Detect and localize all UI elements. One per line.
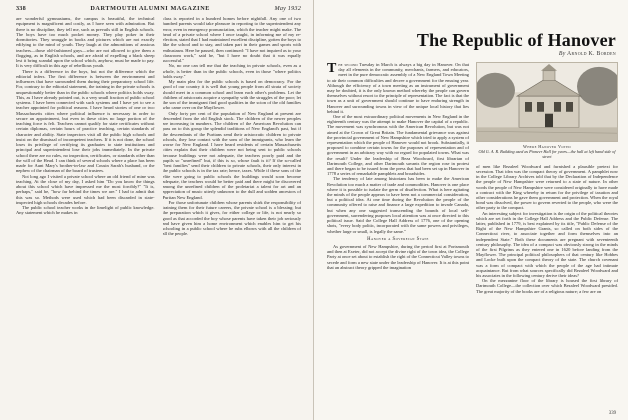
paragraph: As government of New Hampshire, during the period first at Portsmouth and then at Exeter, did not accept the divine right of the town idea, the College Party at once set about to establish the right of the Connecticut Valley towns to secede and form a new state under the leadership of Hanover. It is at this point that an abstract theory gripped the imagination bbox=[327, 243, 469, 270]
photo-caption bbox=[476, 145, 618, 160]
right-column-1 bbox=[327, 62, 469, 406]
byline-prefix: By bbox=[558, 51, 566, 57]
byline bbox=[332, 51, 616, 57]
caption-title: Where Hanover Voted bbox=[523, 144, 571, 149]
opening-paragraph bbox=[327, 62, 469, 114]
paragraph: On the mezzanine floor of the library is housed the first library of Dartmouth College—the collection over which Bezaleel Woodward presided. The great majority of the books are of a religious nature; a few are on bbox=[476, 278, 618, 294]
left-columns bbox=[16, 16, 301, 406]
paragraph-text: Tuesday in March is always a big day in Hanover. On that day all elements in the community, merchants, farmers, and educators, meet in the pure democratic assembly of a New England Town Meeting to air their common difficulties and decree a government for the ensuing year. Although the efficiency of a town meeting as an instrument of government may be doubted, it is the only known method whereby the people can govern themselves without resort to the principle of representation. The fact is that the town as a unit of government should continue to have enduring strength in Hanover and surrounding towns in view of the unique local history that lies behind it. bbox=[327, 62, 469, 114]
paragraph: class is reported in a hundred homes before nightfall. Any one of two hundred parents would take pleasure in reporting to the superintendent any error, even in emergency pronunciation, which the teacher might make. The head of a private school where I once taught, in informing me of my re-election, stated that I had maintained excellent discipline, gotten the boys to like the school and to stay, and taken part in their games and sports with enthusiasm. Here he paused, then continued: "I have not inquired as to your classroom work," said he, "but I have no doubt that it was equally successful." bbox=[162, 16, 301, 63]
article-title: The Republic of Hanover bbox=[416, 30, 616, 50]
photo-illustration bbox=[477, 63, 617, 141]
paragraph: Not long ago I visited a private school where an old friend of mine was teaching. At the close of my day, I asked him "Do you know the things about this school which have impressed me the most forcibly?" "It is, perhaps," said he, "how far behind the times we are." I had to admit that this was so. Methods were used which had been discarded in state-inspected high schools decades before. bbox=[16, 173, 155, 205]
left-column-1 bbox=[16, 16, 155, 406]
left-column-2 bbox=[163, 16, 302, 406]
right-page bbox=[314, 0, 628, 420]
paragraph: One of the most extraordinary political movements in New England in the eighteenth century was the attempt to make Hanover the capital of a republic. The movement was synchronous with the American Revolution, but was not aimed at the Crown of Great Britain. The fundamental grievance was against the provincial government of New Hampshire which tried to apply a system of representation which the people of Hanover would not brook. Substantially, it proposed to combine certain towns for the purposes of representation and of government in an arbitrary way with no regard for populated towns. What was the result? Under the leadership of Beza Woodward, first librarian of Dartmouth College, and other Dartmouth savants the region rose in protest and there began to be issued from the press that had been set up in Hanover in 1778 a series of remarkable pamphlets and broadsides. bbox=[327, 114, 469, 177]
author-name: Arnold K. Borden bbox=[567, 51, 616, 57]
right-column-2 bbox=[476, 62, 618, 406]
right-columns bbox=[327, 62, 618, 406]
running-head bbox=[16, 5, 301, 12]
issue-date: May 1932 bbox=[274, 5, 301, 12]
paragraph: are wonderful gymnasiums, the campus is beautiful, the technical equipment is magnificent and costly, as I have seen with admiration. But there is no discipline, they tell me, such as prevails still in English schools. The boys have too much pocket money. They play poker in their dormitories. They smuggle in books and pictures which are not exactly edifying to the mind of youth. They laugh at the admonitions of anxious teachers—those old-fashioned guys—who are not allowed to give them a flogging, as in English schools, and are afraid of expelling a black sheep lest it bring scandal upon the school which, anyhow, must be made to pay. It is very difficult in this age of rebellious youth. bbox=[16, 16, 155, 69]
paragraph: of men like Bezaleel Woodward and furnished a plausible pretext for secession. That idea was the compact theory of government. A pamphlet now in the College Library Archives told that by the Declaration of Independence the people of New Hampshire were returned to a state of nature. In other words the people of New Hampshire were considered originally to have made a contract with the King whereby in return for the privilege of taxation and other considerations he gave them government and protection. When the royal bond was dissolved, the power to govern reverted to the people, who were the other party to the compact. bbox=[476, 163, 618, 211]
magazine-title: DARTMOUTH ALUMNI MAGAZINE bbox=[90, 5, 210, 12]
folio: 339 bbox=[608, 411, 616, 416]
paragraph: For those unfortunate children whose parents shirk the responsibility of training them for their future careers, the private school is a blessing; but the preparation which it gives, for either college or life, is not nearly so good as that accorded the boy whose parents have taken their job seriously and have given him a home environment which enables him to get his schooling in a public school where he rubs elbows with all the children of all the people. bbox=[162, 199, 301, 237]
paragraph: Only forty per cent of the population of New England at present are descended from the old English stock. The children of the newer peoples are increasing in numbers. The children of the American Revolution can pass on to this group the splendid traditions of New England's past, but if the descendants of the Puritans send their aristocratic children to private schools, they lose contact with the sons of the immigrants, who learn the worse for New England. I have heard residents of certain Massachusetts cities explain that their children were not being sent to public schools because buildings were not adequate, the teachers poorly paid and the pupils so "unrefined" but, if this is so, whose fault is it? If the so-called "best families" send their children to private schools, their only interest in the public schools is in the tax rate; hence, taxes. While if these sons of the elite were going to public schools the buildings would soon become adequate, the teachers would be better paid and there might be discovered among the unrefined children of the proletariat a talent for art and an appreciation of music utterly unknown to the dull and sodden ancestors of Puritan New England. bbox=[162, 110, 301, 200]
paragraph: The tendency of late among historians has been to make the American Revolution too much a matter of trade and commodities. Hanover is one place where it is possible to isolate the germ of disaffection. What is here agitating the minds of the people appears to have been not a commercial consideration, but a political idea. At one time during the Revolution the people of the community offered to raise and finance a large expedition to invade Canada, but when any one suggested transcending the bounds of local self-government, surrendering purposes local attention was at once directed to this political issue. Said the College Hall Address of 1776, one of the opening shots, "every body politic, incorporated with the same powers and privileges, whether large or small, is legally the same." bbox=[327, 176, 469, 234]
paragraph: An interesting subject for investigation is the origin of the political theories which are set forth in the College Hall Address and the Public Defense. The latter, published in 1779, is best explained by its title, "Public Defense of the Right of the New Hampshire Grants, so called on both sides of the Connecticut river, to associate together and form themselves into an independent State." Both these documents are pregnant with seventeenth century philosophy. The idea of a compact was obviously strong in the minds of the first Pilgrims as they entered one in 1620 before landing from the Mayflower. The principal political philosophers of that century like Hobbes and Locke built upon the compact theory of the state. The church covenant was a form of compact with which the people of the age had intimate acquaintance. But from what sources specifically did Bezaleel Woodward and his associates in the following century derive their ideas? bbox=[476, 210, 618, 278]
lead-in: he second bbox=[338, 62, 358, 67]
page-number: 338 bbox=[16, 5, 26, 12]
paragraph: The public school teacher works in the limelight of public knowledge. Any statement which he makes in bbox=[16, 205, 155, 216]
paragraph: There is a difference in the boys, but not the difference which the editorial infers. The first difference is between the environment and influences that have surrounded them during their preparatory school life. For, contrary to the editorial statement, the training in the private schools is unquestionably better than in the public schools where politics holds sway. This, as I have already pointed out, is a very small fraction of public school systems. I have been connected with such systems and I have yet to see a teacher appointed for political reasons. I have heard stories of one or two Massachusetts cities where political influence is necessary in order to secure an appointment, but even in these cities no large portion of the teaching force is felt. Teachers cannot qualify for state certificates without certain diplomas, certain hours of practice teaching, certain standards of character and ability. State inspectors visit all the public high schools and insist on the dismissal of incompetent teachers. If it is not done, the school loses its privilege of certifying its graduates to state institutions and principal and superintendent lose their jobs immediately. In the private school there are no rules, no inspection, certificates, or standards other than the will of the Head. I can think of several schools where a place has been made for Aunt Mary's brother-in-law and Cousin Sarah's husband, or the nephew of the chairman of the board of trustees. bbox=[16, 68, 155, 174]
section-subhead: Hanover a Sovereign State bbox=[367, 236, 429, 242]
caption-text: Old G. A. R. Building used as Pioneer Hall for years—the hall at left hand side of street bbox=[478, 148, 616, 159]
town-hall-photo bbox=[476, 62, 618, 142]
paragraph: My main plea for the public schools is based on democracy. For the good of our country it is well that young people from all strata of society should meet in a common school and learn each other's problems. Let the children of aristocrats acquire a sympathy with the struggles of the poor; let the son of the immigrant find good qualities in the scion of the old families who came over on the Mayflower. bbox=[162, 79, 301, 111]
paragraph: No, no one can tell me that the teaching in private schools, even as a whole, is better than in the public schools, even in those "where politics holds sway." bbox=[162, 63, 301, 79]
drop-cap: T bbox=[327, 62, 337, 76]
